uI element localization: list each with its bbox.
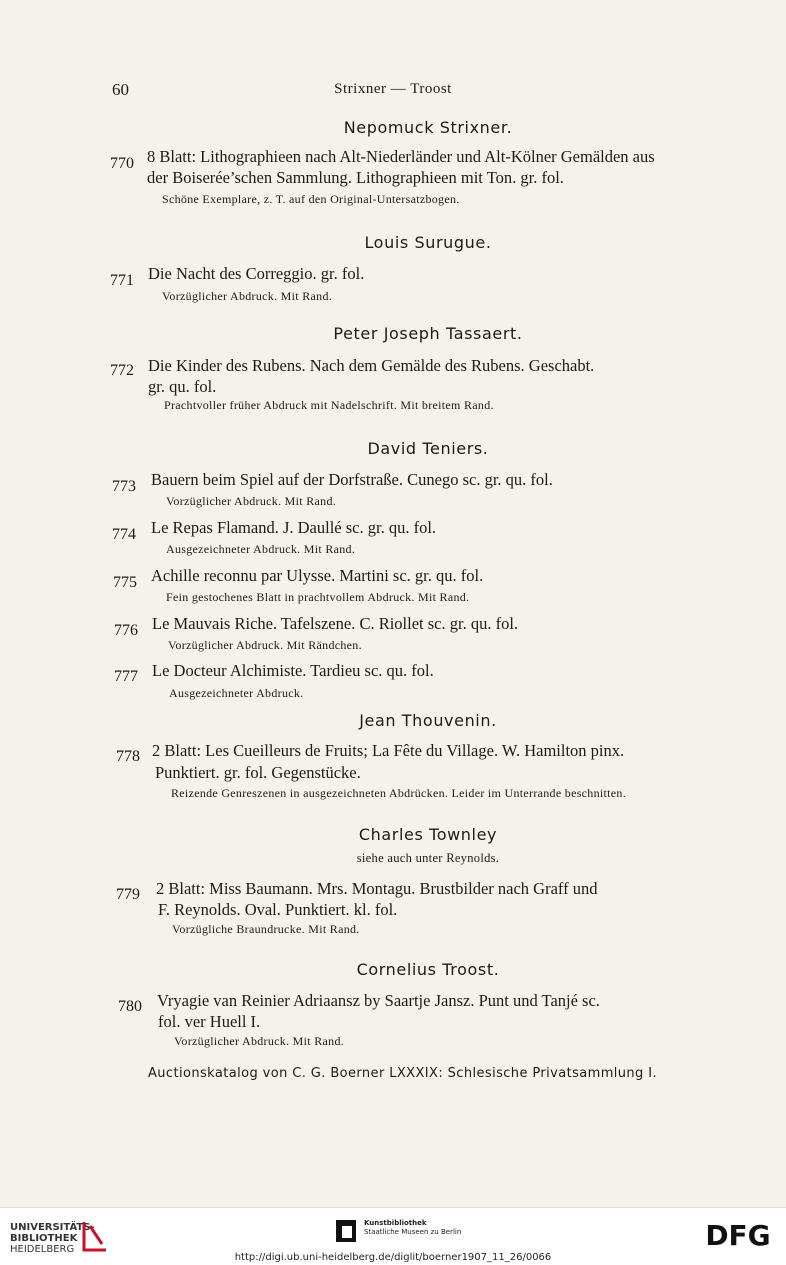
lot-note: Fein gestochenes Blatt in prachtvollem Abdruck. Mit Rand. [166, 590, 470, 604]
lot-description: 2 Blatt: Miss Baumann. Mrs. Montagu. Brustbilder nach Graff und [156, 879, 598, 898]
lot-description: Punktiert. gr. fol. Gegenstücke. [155, 763, 361, 782]
lot-number: 779 [116, 886, 140, 903]
lot-number: 773 [112, 478, 136, 495]
lot-number: 774 [112, 526, 136, 543]
lot-note: Ausgezeichneter Abdruck. [169, 686, 304, 700]
lot-note: Vorzüglicher Abdruck. Mit Rändchen. [168, 638, 362, 652]
lot-description: Die Nacht des Correggio. gr. fol. [148, 264, 365, 283]
lot-number: 771 [110, 272, 134, 289]
lot-note: Reizende Genreszenen in ausgezeichneten Abdrücken. Leider im Unterrande beschnitten. [171, 786, 627, 800]
lot-note: Vorzüglicher Abdruck. Mit Rand. [166, 494, 337, 508]
lot-note: Vorzügliche Braundrucke. Mit Rand. [172, 922, 360, 936]
page-number: 60 [112, 80, 129, 99]
lot-number: 770 [110, 155, 134, 172]
artist-heading: Charles Townley [358, 825, 498, 844]
lot-note: Vorzüglicher Abdruck. Mit Rand. [162, 289, 333, 303]
lot-description: 2 Blatt: Les Cueilleurs de Fruits; La Fête du Village. W. Hamilton pinx. [152, 741, 625, 760]
lot-description: Le Repas Flamand. J. Daullé sc. gr. qu. fol. [151, 518, 437, 537]
lot-note: Vorzüglicher Abdruck. Mit Rand. [174, 1034, 345, 1048]
lot-note: Ausgezeichneter Abdruck. Mit Rand. [166, 542, 356, 556]
lot-description: 8 Blatt: Lithographieen nach Alt-Niederländer und Alt-Kölner Gemälden aus [147, 147, 655, 166]
artist-heading: David Teniers. [367, 439, 489, 458]
kb-line: Staatliche Museen zu Berlin [364, 1228, 462, 1236]
artist-heading: Louis Surugue. [364, 233, 492, 252]
permalink-url[interactable]: http://digi.ub.uni-heidelberg.de/diglit/boerner1907_11_26/0066 [234, 1252, 552, 1263]
artist-heading: Nepomuck Strixner. [343, 118, 513, 137]
kunstbibliothek-logo-icon[interactable] [334, 1218, 358, 1244]
lot-description: Achille reconnu par Ulysse. Martini sc. gr. qu. fol. [151, 566, 484, 585]
viewer-footer-bar [0, 1207, 786, 1265]
lot-description: Le Docteur Alchimiste. Tardieu sc. qu. fol. [152, 661, 434, 680]
lot-description: F. Reynolds. Oval. Punktiert. kl. fol. [158, 900, 398, 919]
ub-line: UNIVERSITÄTS- [10, 1222, 95, 1233]
cross-reference: siehe auch unter Reynolds. [356, 851, 500, 865]
lot-number: 772 [110, 362, 134, 379]
lot-description: gr. qu. fol. [148, 377, 217, 396]
lot-number: 775 [113, 574, 137, 591]
lot-number: 780 [118, 998, 142, 1015]
kb-line: Kunstbibliothek [364, 1219, 427, 1227]
ub-heidelberg-logo-icon[interactable] [80, 1218, 110, 1254]
lot-description: Bauern beim Spiel auf der Dorfstraße. Cunego sc. gr. qu. fol. [151, 470, 553, 489]
catalog-footer: Auctionskatalog von C. G. Boerner LXXXIX: Schlesische Privatsammlung I. [148, 1066, 657, 1081]
running-head: Strixner — Troost [334, 81, 452, 97]
lot-number: 777 [114, 668, 138, 685]
lot-number: 776 [114, 622, 138, 639]
lot-number: 778 [116, 748, 140, 765]
lot-description: der Boiserée’schen Sammlung. Lithographieen mit Ton. gr. fol. [147, 168, 564, 187]
artist-heading: Jean Thouvenin. [359, 711, 497, 730]
ub-line: HEIDELBERG [10, 1244, 75, 1255]
artist-heading: Cornelius Troost. [356, 960, 500, 979]
lot-note: Prachtvoller früher Abdruck mit Nadelschrift. Mit breitem Rand. [164, 398, 494, 412]
ub-line: BIBLIOTHEK [10, 1233, 78, 1244]
lot-description: Die Kinder des Rubens. Nach dem Gemälde des Rubens. Geschabt. [148, 356, 595, 375]
dfg-logo-icon[interactable] [700, 1220, 776, 1248]
lot-description: fol. ver Huell I. [158, 1012, 261, 1031]
artist-heading: Peter Joseph Tassaert. [333, 324, 523, 343]
lot-description: Le Mauvais Riche. Tafelszene. C. Riollet sc. gr. qu. fol. [152, 614, 519, 633]
lot-description: Vryagie van Reinier Adriaansz by Saartje Jansz. Punt und Tanjé sc. [157, 991, 600, 1010]
kunstbibliothek-wordmark [364, 1219, 461, 1237]
dfg-text: DFG [705, 1220, 771, 1248]
lot-note: Schöne Exemplare, z. T. auf den Original-Untersatzbogen. [162, 192, 460, 206]
